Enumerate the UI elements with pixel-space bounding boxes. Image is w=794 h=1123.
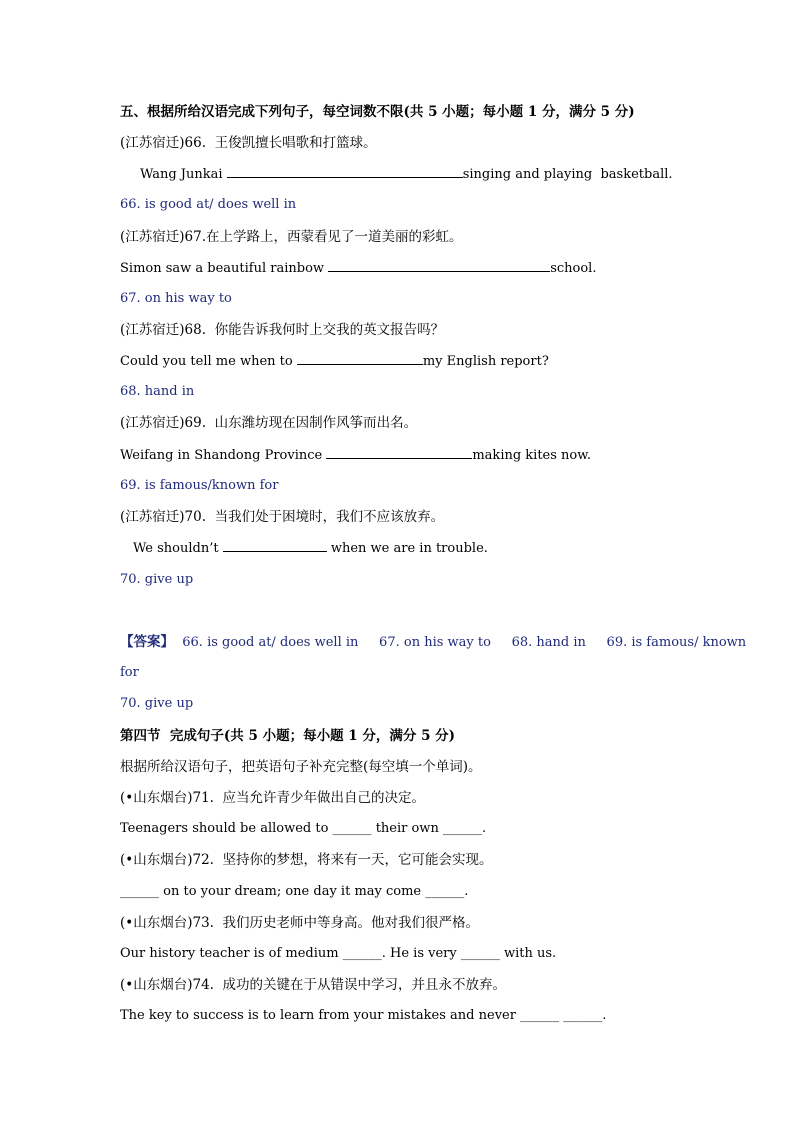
question-72-cn: (•山东烟台)72. 坚持你的梦想，将来有一天，它可能会实现。 xyxy=(120,852,493,868)
answer-blank xyxy=(227,166,463,178)
question-70-en-pre: We shouldn’t xyxy=(133,541,223,556)
question-74-cn: (•山东烟台)74. 成功的关键在于从错误中学习，并且永不放弃。 xyxy=(120,977,507,993)
question-73-cn: (•山东烟台)73. 我们历史老师中等身高。他对我们很严格。 xyxy=(120,915,480,931)
question-71-en: Teenagers should be allowed to ______ their own ______. xyxy=(120,821,487,836)
answer-blank xyxy=(223,540,327,552)
question-71-cn: (•山东烟台)71. 应当允许青少年做出自己的决定。 xyxy=(120,790,426,806)
question-73-en: Our history teacher is of medium ______. He is very ______ with us. xyxy=(120,946,557,961)
question-70-cn: (江苏宿迁)70. 当我们处于困境时，我们不应该放弃。 xyxy=(120,509,445,525)
question-69-en-pre: Weifang in Shandong Province xyxy=(120,448,327,463)
question-68-en-pre: Could you tell me when to xyxy=(120,354,297,369)
answer-66: 66. is good at/ does well in xyxy=(120,197,297,212)
question-67-en-pre: Simon saw a beautiful rainbow xyxy=(120,261,329,276)
question-72-en: ______ on to your dream; one day it may come ______. xyxy=(120,884,469,899)
answer-blank xyxy=(326,447,472,459)
answer-summary-line-2: for xyxy=(120,665,139,680)
question-68-en xyxy=(120,353,549,370)
answer-blank xyxy=(297,353,423,365)
answer-blank xyxy=(328,260,550,272)
question-67-cn: (江苏宿迁)67.在上学路上，西蒙看见了一道美丽的彩虹。 xyxy=(120,229,463,245)
answer-summary-text: 66. is good at/ does well in 67. on his way to 68. hand in 69. is famous/ known xyxy=(174,635,747,650)
answer-69: 69. is famous/known for xyxy=(120,478,279,493)
question-69-cn: (江苏宿迁)69. 山东潍坊现在因制作风筝而出名。 xyxy=(120,415,418,431)
section-instruction: 根据所给汉语句子，把英语句子补充完整(每空填一个单词)。 xyxy=(120,759,482,775)
answer-67: 67. on his way to xyxy=(120,291,232,306)
answer-70: 70. give up xyxy=(120,572,194,587)
question-70-en xyxy=(133,540,488,557)
question-74-en: The key to success is to learn from your mistakes and never ______ ______. xyxy=(120,1008,607,1023)
answer-tag: 【答案】 xyxy=(120,634,174,650)
question-67-en-post: school. xyxy=(550,261,597,276)
answer-68: 68. hand in xyxy=(120,384,195,399)
section-heading: 第四节 完成句子(共 5 小题；每小题 1 分，满分 5 分) xyxy=(120,728,456,744)
question-66-cn: (江苏宿迁)66. 王俊凯擅长唱歌和打篮球。 xyxy=(120,135,377,151)
question-68-en-post: my English report? xyxy=(422,354,549,369)
question-68-cn: (江苏宿迁)68. 你能告诉我何时上交我的英文报告吗？ xyxy=(120,322,445,338)
answer-summary-line-3: 70. give up xyxy=(120,696,194,711)
section-heading: 五、根据所给汉语完成下列句子，每空词数不限(共 5 小题；每小题 1 分，满分 5 分) xyxy=(120,104,635,120)
question-69-en-post: making kites now. xyxy=(472,448,591,463)
question-66-en-post: singing and playing basketball. xyxy=(462,167,673,182)
answer-summary-line-1 xyxy=(120,634,746,651)
question-66-en xyxy=(140,166,673,183)
question-66-en-pre: Wang Junkai xyxy=(140,167,227,182)
question-67-en xyxy=(120,260,596,277)
question-69-en xyxy=(120,447,591,464)
question-70-en-post: when we are in trouble. xyxy=(326,541,488,556)
